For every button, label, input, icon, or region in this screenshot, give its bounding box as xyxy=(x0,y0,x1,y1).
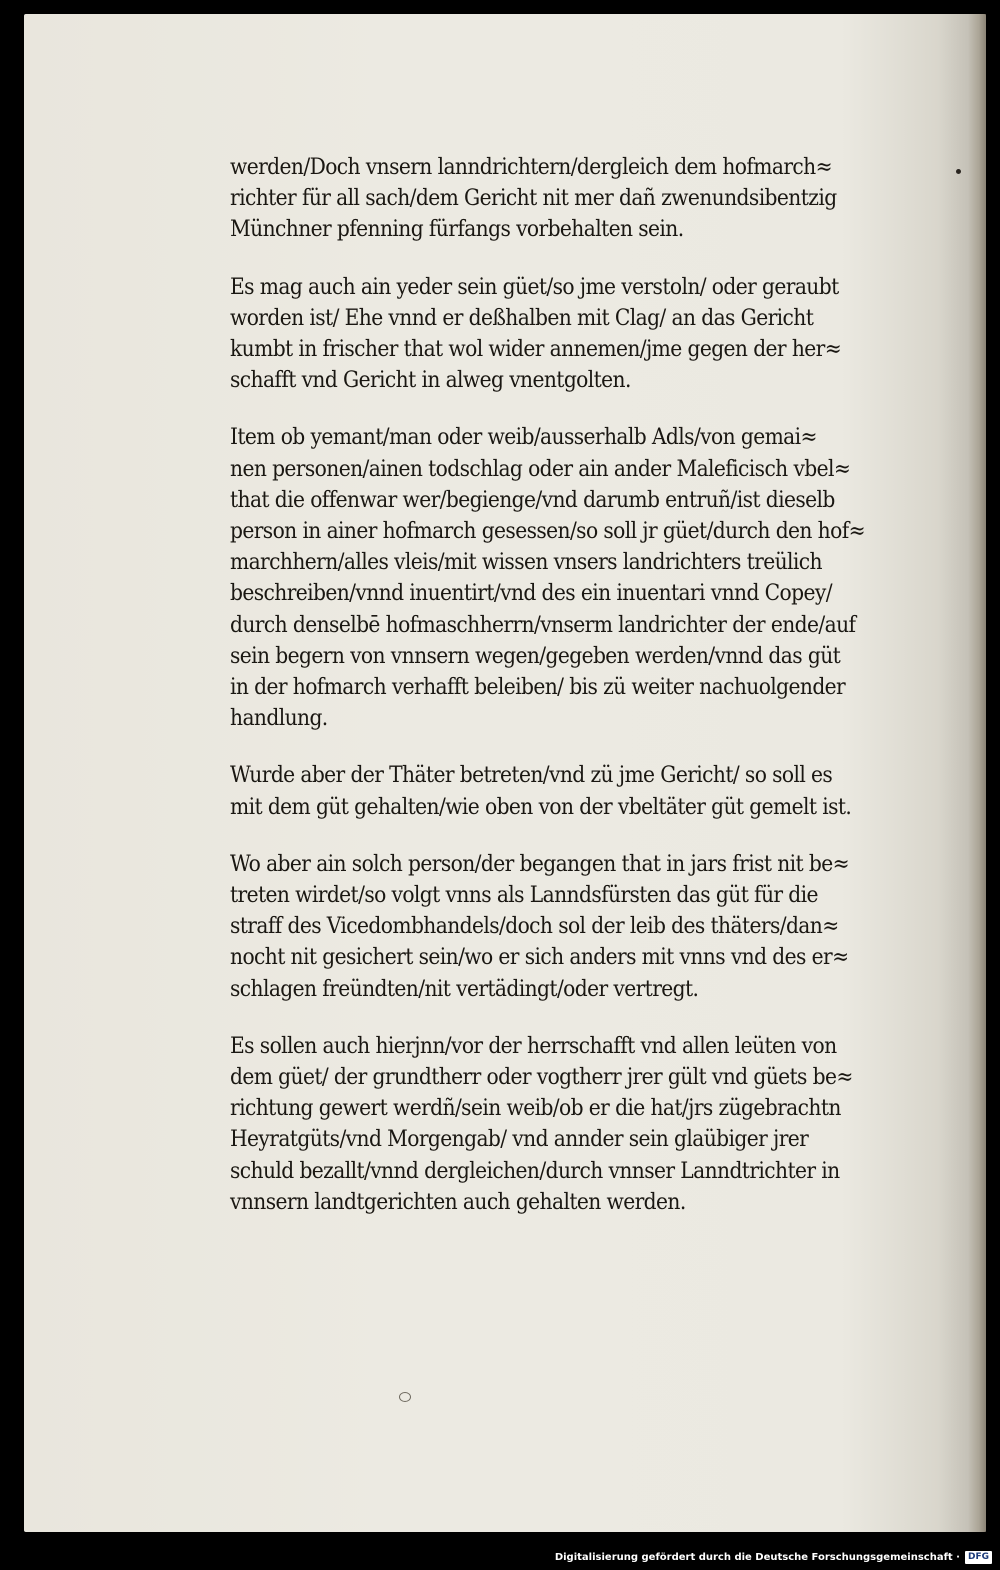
text-line: mit dem güt gehalten/wie oben von der vbeltäter güt gemelt ist. xyxy=(230,793,852,820)
text-line: marchhern/alles vleis/mit wissen vnsers landrichters treülich xyxy=(230,549,822,576)
text-line: richter für all sach/dem Gericht nit mer dañ zwenundsibentzig xyxy=(230,185,837,212)
paragraph xyxy=(230,422,870,734)
credit-text: Digitalisierung gefördert durch die Deutsche Forschungsgemeinschaft · xyxy=(554,1551,960,1563)
text-line: Es mag auch ain yeder sein güet/so jme verstoln/ oder geraubt xyxy=(230,273,839,300)
text-line: handlung. xyxy=(230,705,328,732)
text-line: richtung gewert werdñ/sein weib/ob er die hat/jrs zügebrachtn xyxy=(230,1095,841,1122)
text-line: schuld bezallt/vnnd dergleichen/durch vnnser Lanndtrichter in xyxy=(230,1157,840,1184)
text-line: durch denselbē hofmaschherrn/vnserm landrichter der ende/auf xyxy=(230,611,856,638)
text-line: Es sollen auch hierjnn/vor der herrschafft vnd allen leüten von xyxy=(230,1032,837,1059)
text-line: nocht nit gesichert sein/wo er sich anders mit vnns vnd des er≈ xyxy=(230,944,849,971)
text-line: schlagen freündten/nit vertädingt/oder vertregt. xyxy=(230,975,699,1002)
text-line: vnnsern landtgerichten auch gehalten werden. xyxy=(230,1188,686,1215)
page-edge-shadow xyxy=(968,14,986,1532)
text-line: dem güet/ der grundtherr oder vogtherr jrer gült vnd güets be≈ xyxy=(230,1064,853,1091)
paragraph xyxy=(230,849,870,1005)
text-line: Münchner pfenning fürfangs vorbehalten sein. xyxy=(230,216,684,243)
text-line: Wo aber ain solch person/der begangen that in jars frist nit be≈ xyxy=(230,850,849,877)
paragraph xyxy=(230,760,870,822)
body-text xyxy=(230,152,870,1244)
text-line: treten wirdet/so volgt vnns als Lanndsfürsten das güt für die xyxy=(230,882,818,909)
page-mark-ring xyxy=(399,1392,411,1402)
text-line: Heyratgüts/vnd Morgengab/ vnd annder sein glaübiger jrer xyxy=(230,1126,809,1153)
paragraph xyxy=(230,272,870,397)
text-line: werden/Doch vnsern lanndrichtern/dergleich dem hofmarch≈ xyxy=(230,154,832,180)
scanned-page xyxy=(24,14,986,1532)
text-line: in der hofmarch verhafft beleiben/ bis zü weiter nachuolgender xyxy=(230,674,846,701)
text-line: beschreiben/vnnd inuentirt/vnd des ein inuentari vnnd Copey/ xyxy=(230,580,832,607)
text-line: schafft vnd Gericht in alweg vnentgolten. xyxy=(230,367,631,394)
text-line: nen personen/ainen todschlag oder ain ander Maleficisch vbel≈ xyxy=(230,455,851,482)
paragraph xyxy=(230,152,870,246)
digitization-credit xyxy=(555,1547,992,1567)
text-line: person in ainer hofmarch gesessen/so soll jr güet/durch den hof≈ xyxy=(230,518,865,545)
text-line: Wurde aber der Thäter betreten/vnd zü jme Gericht/ so soll es xyxy=(230,762,833,789)
text-line: worden ist/ Ehe vnnd er deßhalben mit Clag/ an das Gericht xyxy=(230,304,814,331)
text-line: sein begern von vnnsern wegen/gegeben werden/vnnd das güt xyxy=(230,642,841,669)
text-line: straff des Vicedombhandels/doch sol der leib des thäters/dan≈ xyxy=(230,913,839,940)
margin-dot xyxy=(956,169,961,174)
text-line: that die offenwar wer/begienge/vnd darumb entruñ/ist dieselb xyxy=(230,486,835,513)
paragraph xyxy=(230,1031,870,1218)
dfg-logo: DFG xyxy=(965,1551,992,1564)
text-line: Item ob yemant/man oder weib/ausserhalb Adls/von gemai≈ xyxy=(230,424,817,451)
text-line: kumbt in frischer that wol wider annemen/jme gegen der her≈ xyxy=(230,336,842,363)
